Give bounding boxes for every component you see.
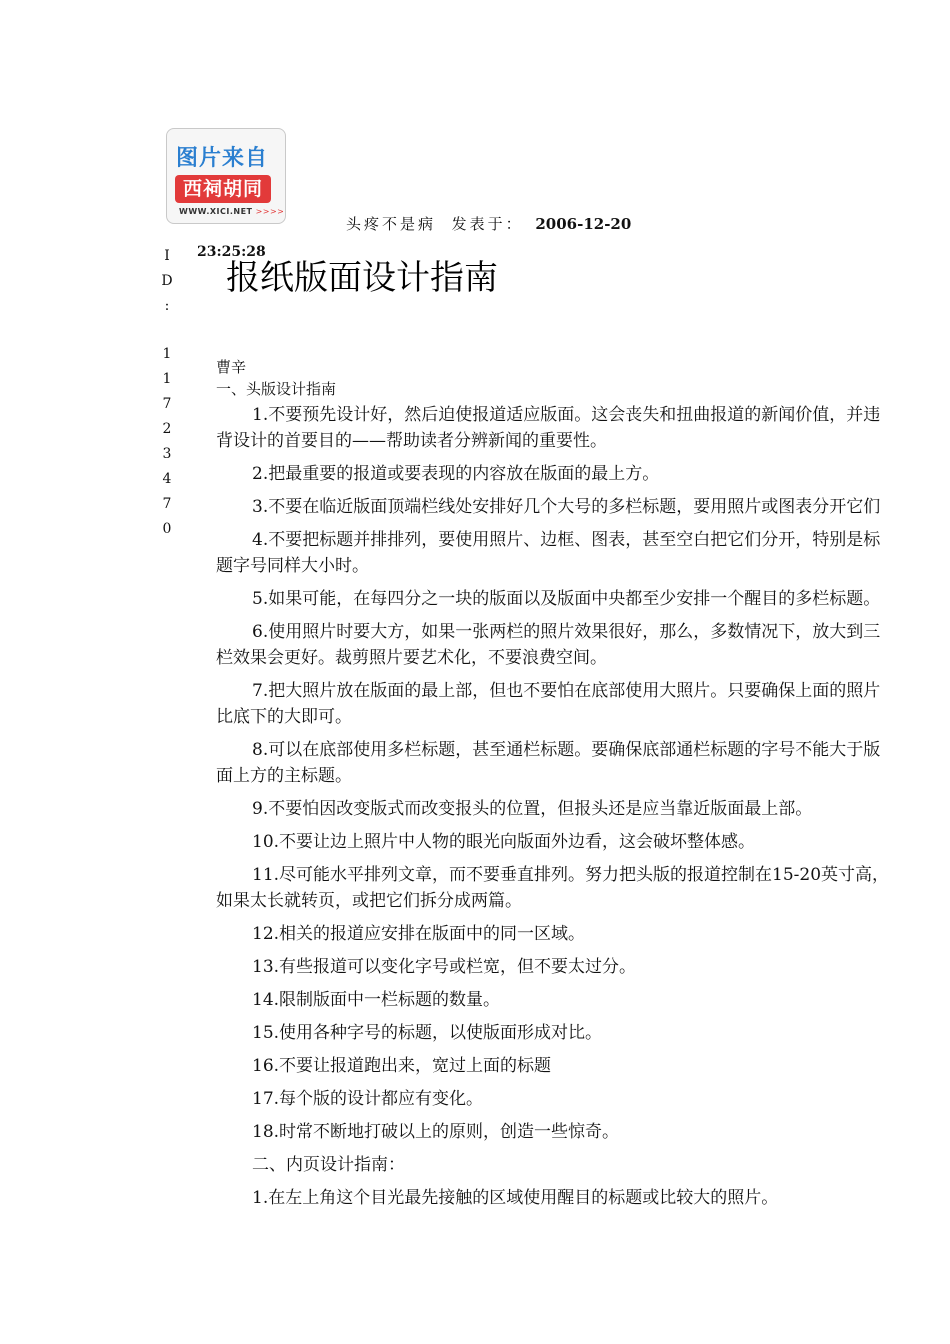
id-label-char: I (164, 248, 170, 264)
id-digit-char: 2 (162, 421, 172, 437)
guideline-line: 2.把最重要的报道或要表现的内容放在版面的最上方。 (252, 464, 660, 484)
guideline-line: 1.不要预先设计好，然后迫使报道适应版面。这会丧失和扭曲报道的新闻价值，并违 (252, 405, 881, 425)
guideline-line-cont: 背设计的首要目的——帮助读者分辨新闻的重要性。 (216, 431, 607, 451)
guideline-line: 4.不要把标题并排排列，要使用照片、边框、图表，甚至空白把它们分开，特别是标 (252, 530, 881, 550)
article-title: 报纸版面设计指南 (226, 258, 498, 298)
guideline-line: 6.使用照片时要大方，如果一张两栏的照片效果很好，那么，多数情况下，放大到三 (252, 622, 881, 642)
guideline-line-cont: 比底下的大即可。 (216, 707, 352, 727)
guideline-item (216, 737, 950, 789)
id-digit-char: 7 (162, 496, 172, 512)
site-logo (166, 128, 286, 224)
guideline-line: 18.时常不断地打破以上的原则，创造一些惊奇。 (252, 1122, 620, 1142)
logo-url: WWW.XICI.NET >>>> (179, 207, 285, 216)
post-time: 23:25:28 (197, 244, 266, 260)
author-name: 头疼不是病 (346, 215, 437, 233)
guideline-item (216, 829, 950, 855)
id-digit-char: 7 (162, 396, 172, 412)
guideline-item (216, 1185, 950, 1211)
guideline-line: 二、内页设计指南： (252, 1155, 405, 1175)
id-digit-char: 3 (162, 446, 172, 462)
logo-line1: 图片来自 (176, 146, 269, 171)
guideline-item (216, 1086, 950, 1112)
posted-label: 发表于： (451, 215, 524, 233)
guideline-line: 10.不要让边上照片中人物的眼光向版面外边看，这会破坏整体感。 (252, 832, 756, 852)
guideline-item (216, 954, 950, 980)
id-digit-char: 4 (162, 471, 172, 487)
id-digit-char: 0 (162, 521, 172, 537)
guideline-item (216, 862, 950, 914)
guideline-line: 7.把大照片放在版面的最上部，但也不要怕在底部使用大照片。只要确保上面的照片 (252, 681, 881, 701)
id-digit-char: 1 (162, 346, 172, 362)
guideline-item (216, 1020, 950, 1046)
post-id-digits (161, 342, 173, 542)
guideline-item (216, 402, 950, 454)
guideline-line: 5.如果可能，在每四分之一块的版面以及版面中央都至少安排一个醒目的多栏标题。 (252, 589, 881, 609)
guideline-line: 9.不要怕因改变版式而改变报头的位置，但报头还是应当靠近版面最上部。 (252, 799, 813, 819)
id-label-char: D (161, 273, 173, 289)
guideline-line: 1.在左上角这个目光最先接触的区域使用醒目的标题或比较大的照片。 (252, 1188, 779, 1208)
guideline-line: 11.尽可能水平排列文章，而不要垂直排列。努力把头版的报道控制在15-20英寸高， (252, 865, 890, 885)
guideline-item (216, 1152, 950, 1178)
post-meta (346, 213, 631, 234)
guideline-item (216, 619, 950, 671)
guideline-line: 8.可以在底部使用多栏标题，甚至通栏标题。要确保底部通栏标题的字号不能大于版 (252, 740, 881, 760)
article-author: 曹辛 (216, 358, 247, 376)
guideline-line: 14.限制版面中一栏标题的数量。 (252, 990, 501, 1010)
guideline-item (216, 921, 950, 947)
guideline-item (216, 527, 950, 579)
id-label-char: : (164, 298, 170, 314)
guideline-item (216, 1053, 950, 1079)
id-digit-char: 1 (162, 371, 172, 387)
guideline-line: 15.使用各种字号的标题，以使版面形成对比。 (252, 1023, 603, 1043)
post-date: 2006-12-20 (535, 215, 632, 233)
guideline-item (216, 586, 950, 612)
guideline-item (216, 678, 950, 730)
guideline-line-cont: 面上方的主标题。 (216, 766, 352, 786)
section-heading: 一、头版设计指南 (216, 380, 337, 398)
guideline-line: 3.不要在临近版面顶端栏线处安排好几个大号的多栏标题，要用照片或图表分开它们 (252, 497, 881, 517)
guideline-line: 13.有些报道可以变化字号或栏宽，但不要太过分。 (252, 957, 637, 977)
guideline-item (216, 1119, 950, 1145)
post-id-label (161, 244, 173, 319)
guideline-item (216, 461, 950, 487)
guideline-list (216, 402, 950, 1211)
guideline-line-cont: 题字号同样大小时。 (216, 556, 369, 576)
guideline-line: 12.相关的报道应安排在版面中的同一区域。 (252, 924, 586, 944)
article-body (216, 356, 950, 1211)
guideline-line: 16.不要让报道跑出来，宽过上面的标题 (252, 1056, 552, 1076)
guideline-item (216, 796, 950, 822)
guideline-line: 17.每个版的设计都应有变化。 (252, 1089, 484, 1109)
guideline-line-cont: 如果太长就转页，或把它们拆分成两篇。 (216, 891, 522, 911)
guideline-item (216, 987, 950, 1013)
logo-line2: 西祠胡同 (175, 175, 271, 203)
guideline-line-cont: 栏效果会更好。裁剪照片要艺术化，不要浪费空间。 (216, 648, 607, 668)
guideline-item (216, 494, 950, 520)
